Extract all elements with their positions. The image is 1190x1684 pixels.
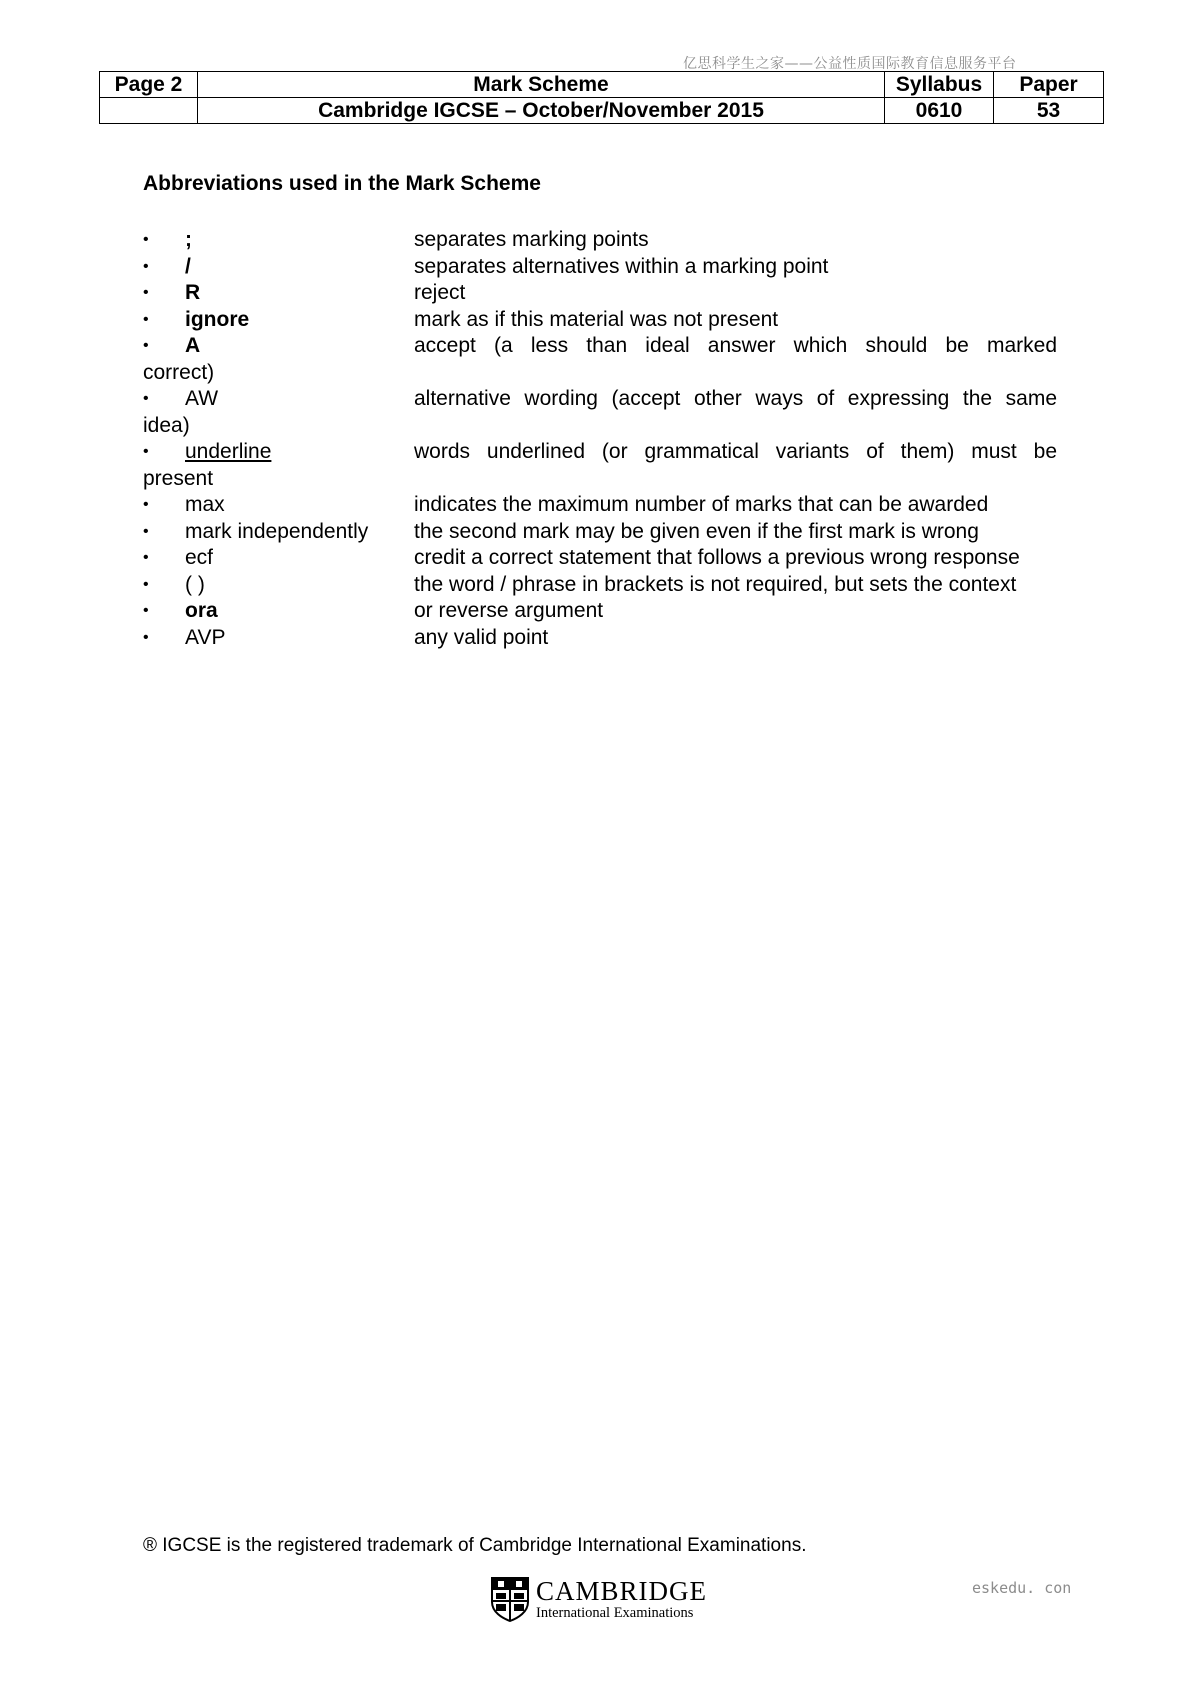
abbrev-desc: reject (414, 281, 466, 304)
header-subtitle: Cambridge IGCSE – October/November 2015 (198, 98, 885, 124)
bullet: • (143, 390, 149, 407)
trademark-footnote: ® IGCSE is the registered trademark of Cambridge International Examinations. (143, 1535, 807, 1556)
abbrev-desc-continuation: correct) (143, 360, 215, 384)
list-item (143, 572, 1057, 599)
cambridge-logo (490, 1575, 707, 1623)
abbrev-desc: the word / phrase in brackets is not required, but sets the context (414, 572, 1017, 596)
list-item (143, 519, 1057, 546)
abbrev-desc: indicates the maximum number of marks that can be awarded (414, 493, 989, 516)
abbrev-desc: the second mark may be given even if the first mark is wrong (414, 519, 979, 543)
abbrev-term: max (185, 493, 225, 516)
bullet: • (143, 257, 149, 275)
abbrev-desc: mark as if this material was not present (414, 307, 779, 331)
abbrev-term: ( ) (185, 572, 205, 596)
paper-label: Paper (994, 72, 1104, 98)
watermark-text: 亿思科学生之家——公益性质国际教育信息服务平台 (683, 56, 1017, 72)
abbrev-term: ; (185, 228, 192, 251)
syllabus-label: Syllabus (885, 72, 994, 98)
abbrev-term: ora (185, 599, 218, 622)
list-item (143, 439, 1057, 492)
list-item (143, 280, 1057, 307)
bullet: • (143, 575, 149, 593)
bullet: • (143, 231, 149, 248)
bullet: • (143, 284, 149, 301)
bullet: • (143, 549, 149, 566)
eskedu-watermark: eskedu. con (972, 1579, 1072, 1597)
abbrev-term: / (185, 254, 191, 278)
abbrev-desc: or reverse argument (414, 599, 604, 622)
list-item (143, 545, 1057, 572)
abbrev-desc: words underlined (or grammatical variants of them) must be (414, 440, 1057, 463)
header-table (99, 71, 1104, 124)
list-item (143, 625, 1057, 652)
abbrev-term: AVP (185, 625, 226, 649)
bullet: • (143, 310, 149, 328)
logo-subtitle: International Examinations (536, 1605, 694, 1621)
header-empty-cell (100, 98, 198, 124)
list-item (143, 333, 1057, 386)
list-item (143, 598, 1057, 625)
abbrev-desc: separates marking points (414, 228, 649, 251)
abbrev-term: AW (185, 387, 219, 410)
bullet: • (143, 602, 149, 619)
bullet: • (143, 443, 149, 460)
list-item (143, 386, 1057, 439)
header-title: Mark Scheme (198, 72, 885, 98)
abbrev-desc: accept (a less than ideal answer which should be marked (414, 334, 1057, 357)
abbreviations-list (143, 227, 1057, 651)
list-item (143, 227, 1057, 254)
abbrev-term: mark independently (185, 519, 369, 543)
abbrev-term: underline (185, 440, 272, 463)
section-title: Abbreviations used in the Mark Scheme (143, 172, 541, 195)
paper-value: 53 (994, 98, 1104, 124)
abbrev-desc: separates alternatives within a marking point (414, 254, 829, 278)
logo-name: CAMBRIDGE (536, 1576, 708, 1606)
list-item (143, 307, 1057, 334)
syllabus-value: 0610 (885, 98, 994, 124)
abbrev-desc: any valid point (414, 625, 549, 649)
abbrev-term: R (185, 281, 201, 304)
abbrev-term: ignore (185, 307, 250, 331)
bullet: • (143, 337, 149, 354)
bullet: • (143, 496, 149, 513)
list-item (143, 254, 1057, 281)
cambridge-crest-icon (490, 1576, 530, 1622)
abbrev-desc: credit a correct statement that follows a previous wrong response (414, 546, 1020, 569)
abbrev-term: A (185, 334, 201, 357)
abbrev-desc-continuation: idea) (143, 413, 190, 437)
abbrev-desc: alternative wording (accept other ways of expressing the same (414, 387, 1057, 410)
page-number: Page 2 (100, 72, 198, 98)
abbrev-desc-continuation: present (143, 466, 214, 490)
bullet: • (143, 628, 149, 646)
abbrev-term: ecf (185, 546, 214, 569)
bullet: • (143, 522, 149, 540)
list-item (143, 492, 1057, 519)
